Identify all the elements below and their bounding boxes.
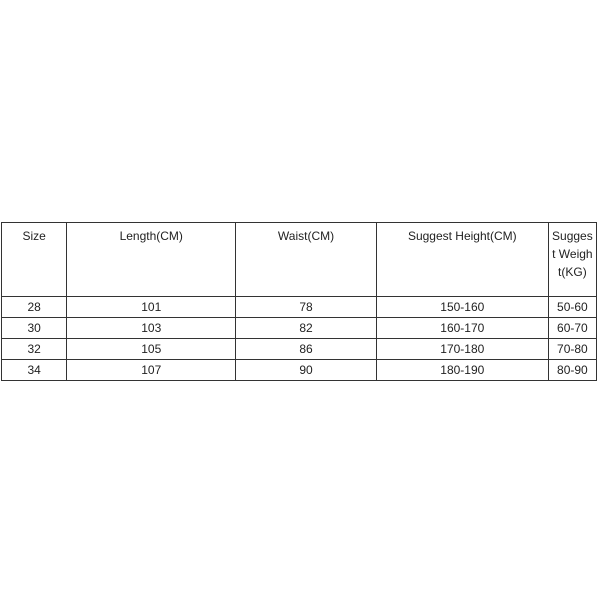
cell-height: 180-190 <box>376 360 548 381</box>
cell-height: 150-160 <box>376 297 548 318</box>
cell-size: 28 <box>2 297 67 318</box>
cell-weight: 50-60 <box>548 297 596 318</box>
cell-size: 30 <box>2 318 67 339</box>
cell-length: 101 <box>67 297 236 318</box>
cell-waist: 82 <box>236 318 377 339</box>
cell-height: 160-170 <box>376 318 548 339</box>
table-row <box>2 297 597 318</box>
cell-size: 32 <box>2 339 67 360</box>
cell-length: 105 <box>67 339 236 360</box>
header-suggest-weight: Suggest Weight(KG) <box>548 223 596 297</box>
cell-waist: 78 <box>236 297 377 318</box>
header-suggest-height: Suggest Height(CM) <box>376 223 548 297</box>
cell-size: 34 <box>2 360 67 381</box>
cell-waist: 86 <box>236 339 377 360</box>
cell-weight: 70-80 <box>548 339 596 360</box>
header-length: Length(CM) <box>67 223 236 297</box>
header-size: Size <box>2 223 67 297</box>
cell-weight: 60-70 <box>548 318 596 339</box>
cell-length: 103 <box>67 318 236 339</box>
size-chart-table <box>1 222 597 381</box>
table-row <box>2 360 597 381</box>
cell-waist: 90 <box>236 360 377 381</box>
cell-height: 170-180 <box>376 339 548 360</box>
table-body <box>2 297 597 381</box>
cell-length: 107 <box>67 360 236 381</box>
cell-weight: 80-90 <box>548 360 596 381</box>
table-header <box>2 223 597 297</box>
table-row <box>2 339 597 360</box>
header-row <box>2 223 597 297</box>
table-row <box>2 318 597 339</box>
header-waist: Waist(CM) <box>236 223 377 297</box>
